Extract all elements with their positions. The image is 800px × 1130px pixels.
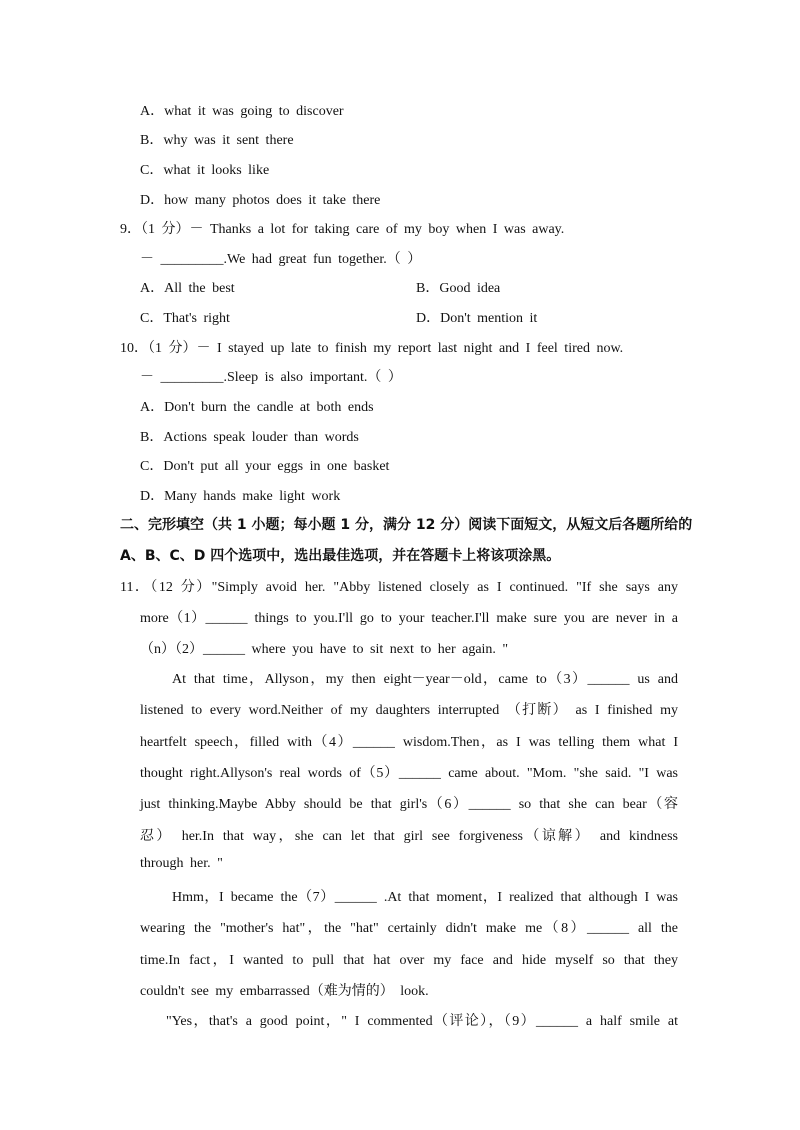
q11-line-13: time.In fact，I wanted to pull that hat over my face and hide myself so that they — [140, 953, 678, 968]
q9-answer-line: － _________.We had great fun together.（ ） — [140, 252, 422, 267]
q11-line-8: just thinking.Maybe Abby should be that girl's（6）______ so that she can bear（容 — [140, 797, 678, 812]
q10-option-b[interactable]: B．Actions speak louder than words — [140, 430, 359, 445]
q11-line-1: 11．（12 分）"Simply avoid her. "Abby listened closely as I continued. "If she says any — [120, 580, 678, 595]
q11-line-15: "Yes，that's a good point，" I commented（评论），（9）______ a half smile at — [166, 1014, 678, 1029]
q11-line-14: couldn't see my embarrassed（难为情的） look. — [140, 984, 429, 999]
q10-stem: 10．（1 分）－ I stayed up late to finish my report last night and I feel tired now. — [120, 341, 624, 356]
q11-line-11: Hmm，I became the（7）______ .At that moment，I realized that although I was — [172, 890, 678, 905]
q11-line-5: listened to every word.Neither of my daughters interrupted （打断） as I finished my — [140, 703, 678, 718]
q11-line-6: heartfelt speech，filled with（4）______ wisdom.Then，as I was telling them what I — [140, 735, 678, 750]
q10-option-a[interactable]: A．Don't burn the candle at both ends — [140, 400, 374, 415]
section-heading-line2: A、B、C、D 四个选项中，选出最佳选项，并在答题卡上将该项涂黑。 — [120, 548, 561, 564]
q8-option-d[interactable]: D．how many photos does it take there — [140, 193, 381, 208]
q9-option-d[interactable]: D．Don't mention it — [416, 311, 538, 326]
q10-option-d[interactable]: D．Many hands make light work — [140, 489, 341, 504]
section-heading-line1: 二、完形填空（共 1 小题；每小题 1 分，满分 12 分）阅读下面短文，从短文后各题所给的 — [120, 517, 693, 533]
q9-option-c[interactable]: C．That's right — [140, 311, 230, 326]
q11-line-4: At that time，Allyson，my then eight－year－old，came to（3）______ us and — [172, 672, 678, 687]
q10-option-c[interactable]: C．Don't put all your eggs in one basket — [140, 459, 390, 474]
q9-option-a[interactable]: A．All the best — [140, 281, 235, 296]
q8-option-a[interactable]: A．what it was going to discover — [140, 104, 344, 119]
q11-line-9: 忍） her.In that way，she can let that girl see forgiveness（谅解） and kindness — [140, 829, 678, 844]
q11-line-3: （n）（2）______ where you have to sit next to her again. " — [140, 642, 509, 657]
q10-answer-line: － _________.Sleep is also important.（ ） — [140, 370, 402, 385]
q11-line-7: thought right.Allyson's real words of（5）______ came about. "Mom. "she said. "I was — [140, 766, 678, 781]
q9-stem: 9．（1 分）－ Thanks a lot for taking care of my boy when I was away. — [120, 222, 565, 237]
q8-option-b[interactable]: B．why was it sent there — [140, 133, 294, 148]
q11-line-10: through her. " — [140, 856, 223, 871]
q11-line-2: more（1）______ things to you.I'll go to your teacher.I'll make sure you are never in a — [140, 611, 678, 626]
q11-line-12: wearing the "mother's hat"，the "hat" certainly didn't make me（8）______ all the — [140, 921, 678, 936]
q9-option-b[interactable]: B．Good idea — [416, 281, 501, 296]
q8-option-c[interactable]: C．what it looks like — [140, 163, 270, 178]
